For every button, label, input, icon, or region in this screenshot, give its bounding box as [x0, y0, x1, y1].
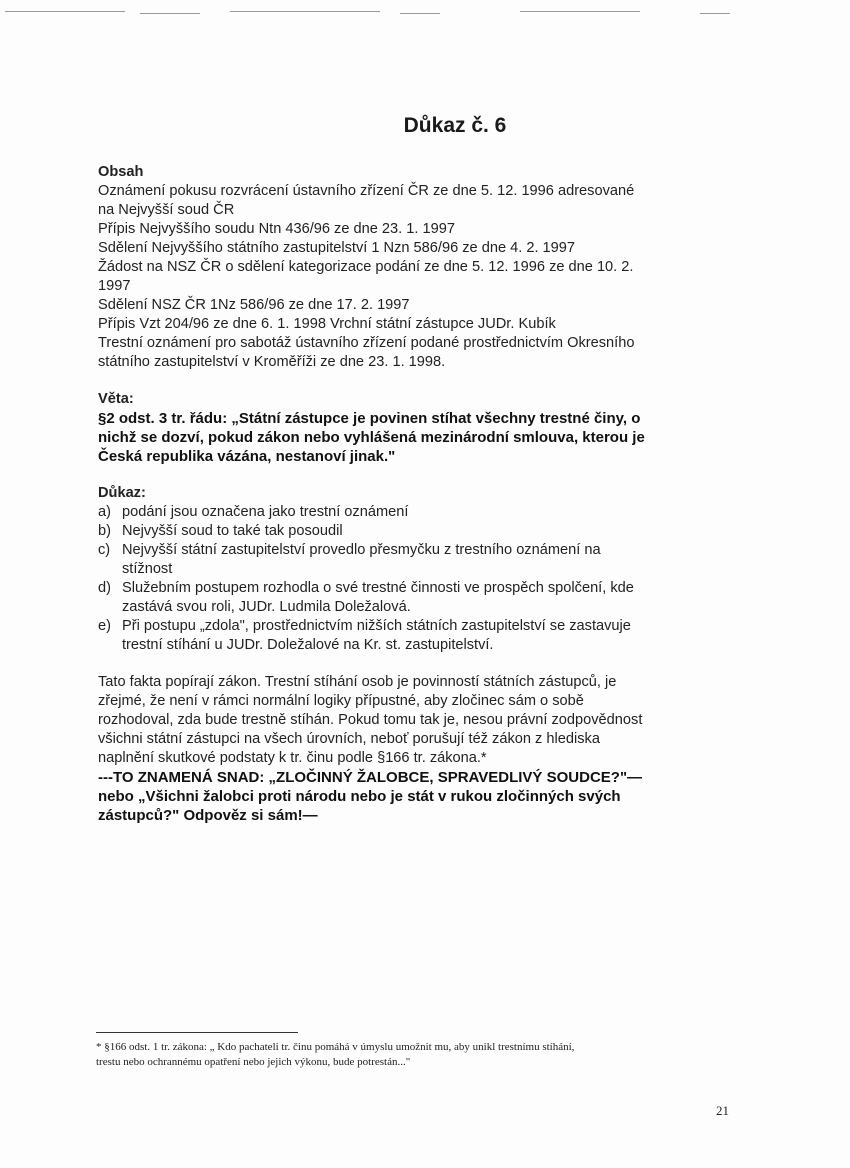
- list-item-text: Při postupu „zdola", prostřednictvím nižších státních zastupitelství se zastavuje: [122, 618, 631, 634]
- paragraph-line: Tato fakta popírají zákon. Trestní stíhání osob je povinností státních zástupců, je: [98, 674, 617, 690]
- veta-section: [98, 390, 738, 466]
- obsah-line: Přípis Nejvyššího soudu Ntn 436/96 ze dne 23. 1. 1997: [98, 221, 455, 237]
- main-content: [98, 163, 738, 825]
- obsah-line: Trestní oznámení pro sabotáž ústavního zřízení podané prostřednictvím Okresního: [98, 335, 635, 351]
- list-marker: b): [98, 523, 111, 539]
- scan-artifact-top: [0, 8, 850, 18]
- list-item-text: trestní stíhání u JUDr. Doležalové na Kr. st. zastupitelství.: [122, 637, 494, 653]
- list-marker: c): [98, 542, 111, 558]
- paragraph-line: rozhodoval, zda bude trestně stíhán. Pokud tomu tak je, nesou právní zodpovědnost: [98, 712, 643, 728]
- paragraph-line: všichni státní zástupci na všech úrovních, neboť porušují též zákon z hlediska: [98, 731, 600, 747]
- veta-line: §2 odst. 3 tr. řádu: „Státní zástupce je povinen stíhat všechny trestné činy, o: [98, 410, 641, 427]
- dukaz-list: [98, 503, 738, 655]
- obsah-line: Sdělení NSZ ČR 1Nz 586/96 ze dne 17. 2. 1997: [98, 297, 410, 313]
- dukaz-section: [98, 484, 738, 655]
- list-marker: d): [98, 580, 111, 596]
- conclusion-line: zástupců?" Odpověz si sám!—: [98, 807, 318, 824]
- obsah-line: 1997: [98, 278, 131, 294]
- obsah-line: Sdělení Nejvyššího státního zastupitelství 1 Nzn 586/96 ze dne 4. 2. 1997: [98, 240, 576, 256]
- obsah-line: státního zastupitelství v Kroměříži ze dne 23. 1. 1998.: [98, 354, 446, 370]
- conclusion-line: nebo „Všichni žalobci proti národu nebo je stát v rukou zločinných svých: [98, 788, 621, 805]
- veta-line: Česká republika vázána, nestanoví jinak.": [98, 448, 396, 465]
- list-item-text: Nejvyšší státní zastupitelství provedlo přesmyčku z trestního oznámení na: [122, 542, 601, 558]
- list-item: [98, 522, 738, 541]
- list-item-text: Služebním postupem rozhodla o své trestné činnosti ve prospěch spolčení, kde: [122, 580, 634, 596]
- obsah-line: Žádost na NSZ ČR o sdělení kategorizace podání ze dne 5. 12. 1996 ze dne 10. 2.: [98, 259, 634, 275]
- footnote: [96, 1040, 736, 1070]
- list-item-text: zastává svou roli, JUDr. Ludmila Doležalová.: [122, 599, 411, 615]
- obsah-heading: Obsah: [98, 164, 144, 180]
- paragraph-line: naplnění skutkové podstaty k tr. činu podle §166 tr. zákona.*: [98, 750, 487, 766]
- obsah-line: Oznámení pokusu rozvrácení ústavního zřízení ČR ze dne 5. 12. 1996 adresované: [98, 183, 635, 199]
- footnote-divider: [96, 1032, 298, 1033]
- conclusion-line: ---TO ZNAMENÁ SNAD: „ZLOČINNÝ ŽALOBCE, SPRAVEDLIVÝ SOUDCE?"—: [98, 769, 643, 786]
- list-marker: a): [98, 504, 111, 520]
- list-item-text: Nejvyšší soud to také tak posoudil: [122, 523, 343, 539]
- list-item: [98, 579, 738, 617]
- obsah-section: [98, 163, 738, 372]
- list-marker: e): [98, 618, 111, 634]
- list-item: [98, 541, 738, 579]
- page-title: Důkaz č. 6: [403, 114, 507, 137]
- veta-heading: Věta:: [98, 391, 134, 407]
- list-item: [98, 503, 738, 522]
- obsah-line: na Nejvyšší soud ČR: [98, 202, 235, 218]
- argument-paragraph: [98, 673, 738, 768]
- list-item-text: stížnost: [122, 561, 173, 577]
- obsah-line: Přípis Vzt 204/96 ze dne 6. 1. 1998 Vrchní státní zástupce JUDr. Kubík: [98, 316, 556, 332]
- footnote-line: trestu nebo ochrannému opatření nebo jejich výkonu, bude potrestán...": [96, 1056, 411, 1068]
- conclusion: [98, 768, 738, 825]
- dukaz-heading: Důkaz:: [98, 485, 146, 501]
- page-number: 21: [716, 1103, 729, 1118]
- veta-line: nichž se dozví, pokud zákon nebo vyhlášená mezinárodní smlouva, kterou je: [98, 429, 645, 446]
- paragraph-line: zřejmé, že není v rámci normální logiky přípustné, aby zločinec sám o sobě: [98, 693, 584, 709]
- list-item-text: podání jsou označena jako trestní oznámení: [122, 504, 409, 520]
- footnote-line: * §166 odst. 1 tr. zákona: „ Kdo pachateli tr. činu pomáhá v úmyslu umožnit mu, aby unikl trestnímu stíhání,: [96, 1041, 575, 1053]
- list-item: [98, 617, 738, 655]
